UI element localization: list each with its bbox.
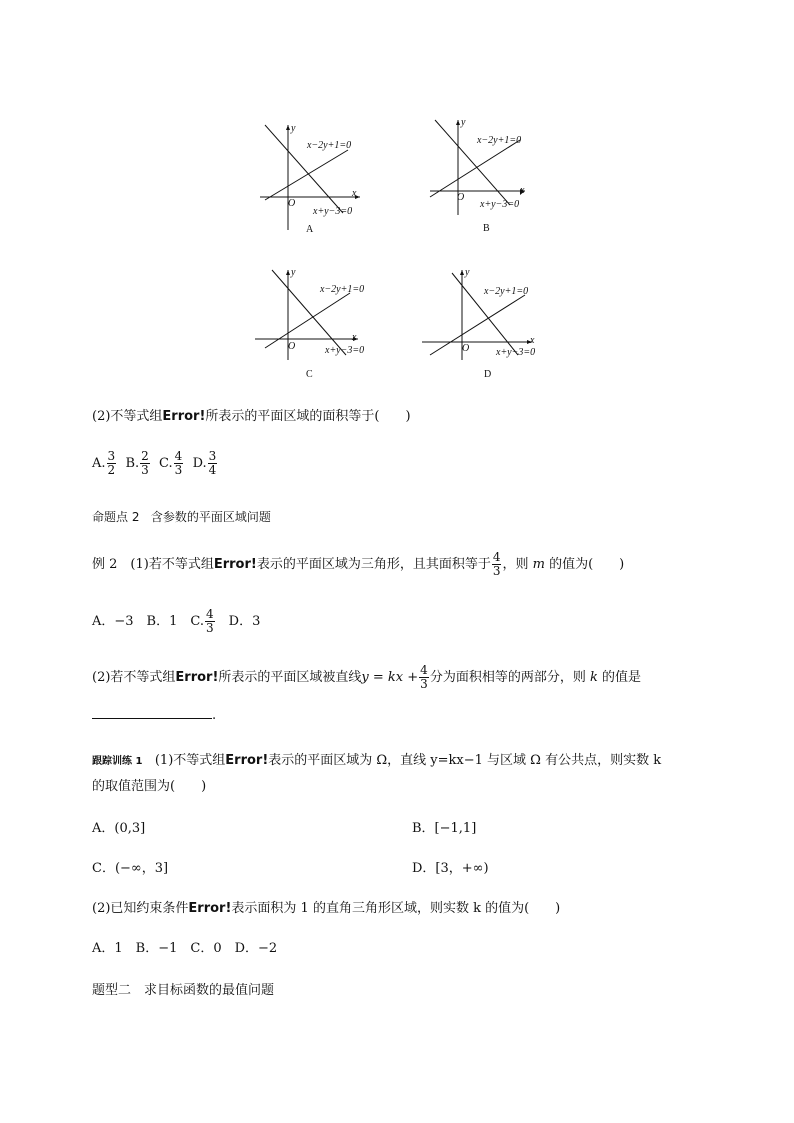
option-b-fraction: $\frac{2}{3}$ [141,449,149,477]
eq1-label: x−2y+1=0 [320,284,365,295]
tracking-q1-options-row1 [92,820,477,838]
eq2-label: x+y−3=0 [480,199,520,210]
eq1-label: x−2y+1=0 [477,135,522,146]
graph-d [420,265,550,385]
y-axis-label: y [291,123,296,134]
tracking-q2: (2)已知约束条件Error!表示面积为 1 的直角三角形区域，则实数 k 的值为( ) [92,901,561,916]
origin-label: O [288,198,296,209]
q2-text [92,408,411,426]
option-c: C．(−∞，3] [92,861,169,876]
origin-label: O [462,343,470,354]
q2-options [92,450,218,477]
option-c-label: C. [159,456,173,471]
graph-b [425,115,545,235]
section-title: 含参数的平面区域问题 [150,510,271,524]
graph-c [250,265,380,385]
x-axis-label: x [530,335,535,346]
eq1-label: x−2y+1=0 [307,140,352,151]
option-d-fraction: $\frac{3}{4}$ [208,449,217,477]
eq2-label: x+y−3=0 [313,206,353,217]
option-a-label: A. [92,456,106,471]
option-a: A．(0,3] [92,821,146,836]
graph-letter: A [306,224,314,235]
origin-label: O [288,341,296,352]
option-b-label: B. [125,456,140,471]
example-2-q1-options: A．−3 B．1 C. $\frac{4}{3}$ D．3 [92,607,261,635]
option-c-fraction: $\frac{4}{3}$ [206,607,214,635]
origin-label: O [457,192,465,203]
tracking-q1-line2: 的取值范围为( ) [92,779,207,794]
graph-letter: D [484,369,492,380]
tracking-q1-options-row2 [92,860,489,878]
example-2-q2: (2)若不等式组Error!所表示的平面区域被直线y = kx + $\frac{4}{3}$ 分为面积相等的两部分，则 k 的值是 [92,663,641,691]
x-axis-label: x [520,185,525,196]
option-a-fraction: $\frac{3}{2}$ [107,449,116,477]
section-label: 命题点 2 [92,510,140,524]
y-axis-label: y [461,117,466,128]
eq1-label: x−2y+1=0 [484,286,529,297]
option-b: B．[−1,1] [412,821,477,836]
q2-suffix: 所表示的平面区域的面积等于( ) [205,409,411,424]
y-axis-label: y [291,267,296,278]
graph-letter: B [483,223,490,234]
answer-blank[interactable] [92,704,212,719]
error-token: Error! [188,901,232,916]
area-fraction: $\frac{4}{3}$ [492,550,501,578]
error-token: Error! [175,670,219,685]
tracking-q2-options: A．1 B．−1 C．0 D．−2 [92,941,278,956]
example-2-q1: 例 2 (1)若不等式组Error!表示的平面区域为三角形，且其面积等于 $\frac{4}{3}$ ，则 m 的值为( ) [92,550,625,578]
tracking-q1: 跟踪训练 1 (1)不等式组Error!表示的平面区域为 Ω，直线 y=kx−1 与区域 Ω 有公共点，则实数 k [92,753,662,768]
x-axis-label: x [352,188,357,199]
section-heading [92,508,271,526]
graph-letter: C [306,369,313,380]
tracking-label: 跟踪训练 1 [92,756,143,767]
option-d: D．[3，+∞) [412,861,489,876]
option-d-label: D. [192,456,207,471]
graph-a [255,120,375,240]
q2-prefix: (2)不等式组 [92,409,163,424]
error-token: Error! [162,409,206,424]
error-token: Error! [213,557,257,572]
type-2-heading: 题型二 求目标函数的最值问题 [92,983,275,998]
error-token: Error! [225,753,269,768]
line-fraction: $\frac{4}{3}$ [420,663,428,691]
eq2-label: x+y−3=0 [496,347,536,358]
option-c-fraction: $\frac{4}{3}$ [174,449,183,477]
x-axis-label: x [352,332,357,343]
y-axis-label: y [465,267,470,278]
eq2-label: x+y−3=0 [325,345,365,356]
answer-blank-line: . [92,704,216,725]
